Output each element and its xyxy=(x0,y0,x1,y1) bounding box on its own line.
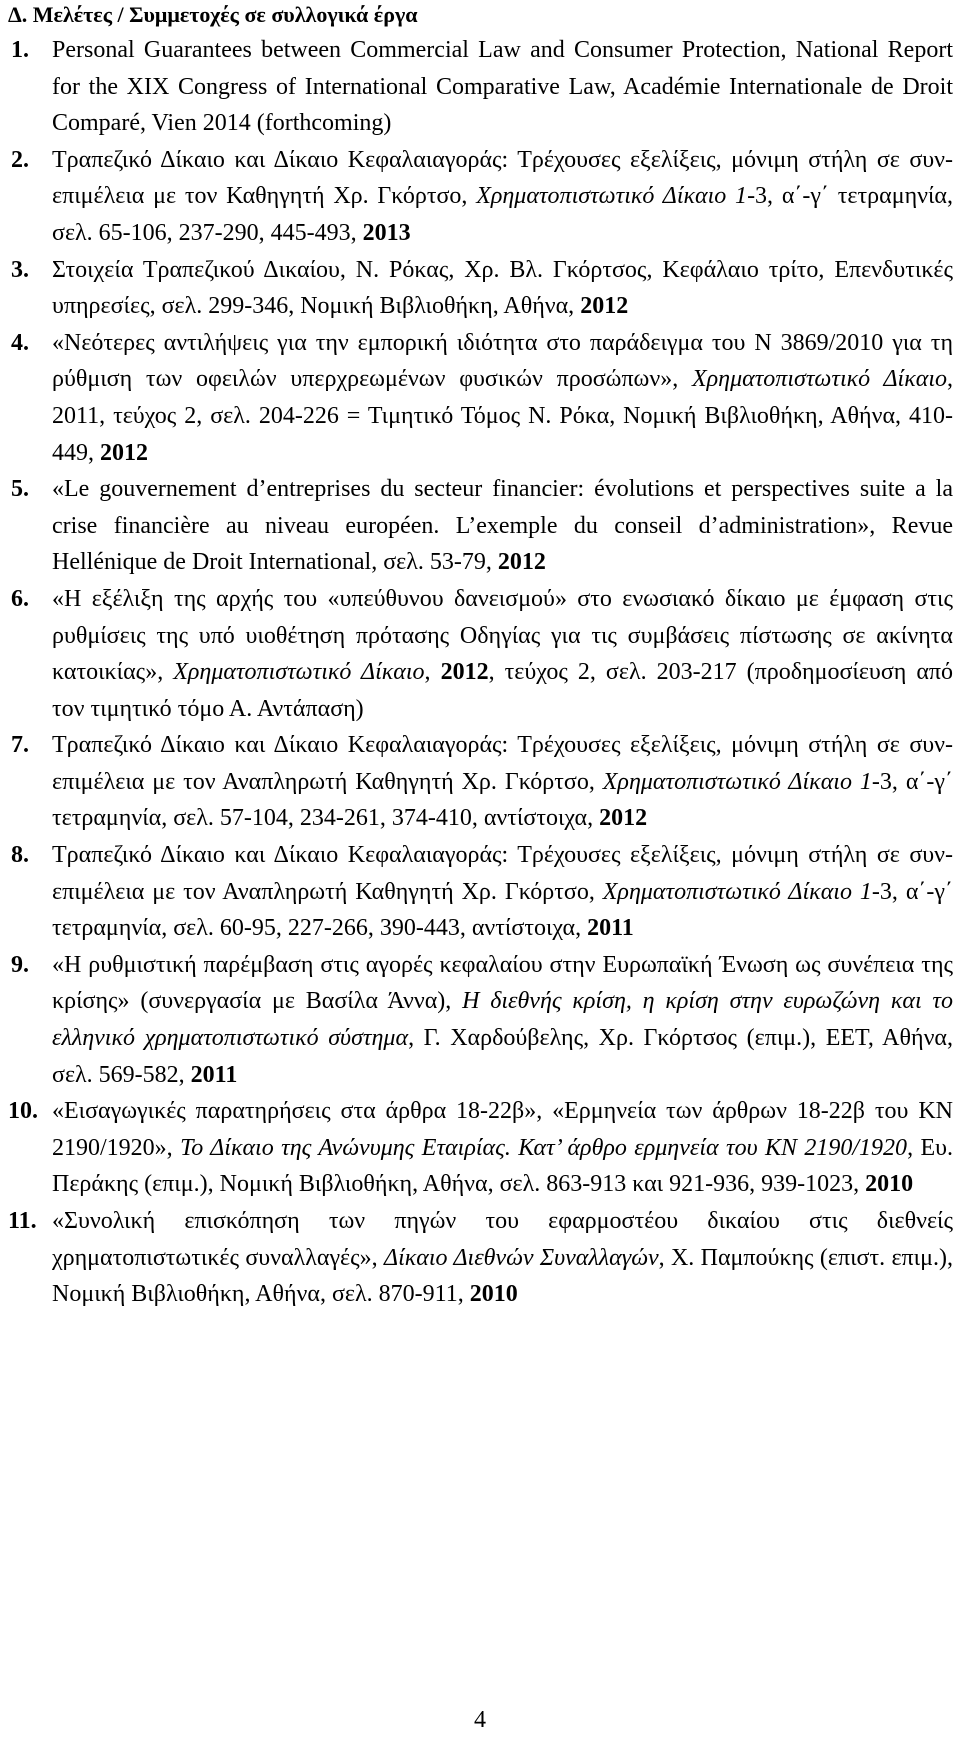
publication-item xyxy=(8,581,953,727)
citation-text: «Η εξέλιξη της αρχής του «υπεύθυνου δανεισμού» στο ενωσιακό δίκαιο με έμφαση στις ρυθμίσεις της υπό υιοθέτηση πρότασης Οδηγίας για τις συμβάσεις πίστωσης σε ακίνητα κατοικίας», xyxy=(52,585,953,686)
publication-item xyxy=(8,32,953,142)
citation-year: 2012 xyxy=(580,293,629,320)
item-citation xyxy=(52,37,953,136)
citation-title-italic: Η διεθνής κρίση, η κρίση στην ευρωζώνη και το ελληνικό χρηματοπιστωτικό σύστημα xyxy=(52,988,954,1052)
page-number: 4 xyxy=(474,1707,486,1733)
item-number: 2. xyxy=(11,146,29,173)
citation-title-italic: Χρηματοπιστωτικό Δίκαιο xyxy=(691,366,948,393)
citation-year: 2011 xyxy=(190,1061,238,1088)
citation-text: , Ευ. Περάκης (επιμ.), Νομική Βιβλιοθήκη, Αθήνα, σελ. 863-913 και 921-936, 939-1023, xyxy=(52,1134,953,1198)
item-number: 9. xyxy=(11,951,29,978)
citation-text: «Συνολική επισκόπηση των πηγών του εφαρμοστέου δικαίου στις διεθνείς χρηματοπιστωτικές συναλλαγές», xyxy=(52,1208,953,1271)
citation-year: 2012 xyxy=(100,439,148,466)
item-citation xyxy=(52,1098,953,1197)
item-citation xyxy=(52,952,953,1088)
citation-year: 2012 xyxy=(599,805,648,832)
citation-text: Τραπεζικό Δίκαιο και Δίκαιο Κεφαλαιαγοράς: Τρέχουσες εξελίξεις, μόνιμη στήλη σε συν-επιμέλεια με τον Καθηγητή Χρ. Γκόρτσο, xyxy=(52,146,953,210)
item-citation xyxy=(52,732,953,831)
item-number: 8. xyxy=(11,842,29,869)
publication-item xyxy=(8,1203,953,1313)
publication-list xyxy=(8,32,953,1313)
item-citation xyxy=(52,147,953,246)
item-citation xyxy=(52,476,953,575)
citation-title-italic: Χρηματοπιστωτικό Δίκαιο xyxy=(173,659,425,686)
citation-text: , 2011, τεύχος 2, σελ. 204-226 = Τιμητικό Τόμος Ν. Ρόκα, Νομική Βιβλιοθήκη, Αθήνα, 410-449, xyxy=(52,366,954,466)
citation-title-italic: Χρηματοπιστωτικό Δίκαιο 1 xyxy=(602,878,872,905)
citation-year: 2010 xyxy=(469,1281,518,1308)
citation-title-italic: Χρηματοπιστωτικό Δίκαιο 1 xyxy=(602,768,872,795)
item-citation xyxy=(52,842,953,941)
item-number: 10. xyxy=(8,1098,38,1125)
citation-text: Personal Guarantees between Commercial Law and Consumer Protection, National Report for the XIX Congress of International Comparative Law, Académie Internationale de Droit Comparé, Vien 2014 (forthcoming) xyxy=(52,37,953,137)
citation-text: «Νεότερες αντιλήψεις για την εμπορική ιδιότητα στο παράδειγμα του Ν 3869/2010 για τη ρύθμιση των οφειλών υπερχρεωμένων φυσικών προσώπων», xyxy=(52,329,953,393)
publication-item xyxy=(8,1093,953,1203)
item-number: 1. xyxy=(11,37,29,63)
publication-item xyxy=(8,252,953,325)
citation-text: , xyxy=(424,659,441,686)
publication-item xyxy=(8,142,953,252)
section-heading: Δ. Μελέτες / Συμμετοχές σε συλλογικά έργα xyxy=(8,2,418,27)
item-citation xyxy=(52,1208,953,1307)
item-number: 4. xyxy=(11,329,29,356)
item-number: 3. xyxy=(11,256,29,283)
citation-year: 2012 xyxy=(440,659,489,686)
item-citation xyxy=(52,257,953,320)
item-number: 11. xyxy=(8,1208,37,1234)
publication-item xyxy=(8,471,953,581)
citation-text: , τεύχος 2, σελ. 203-217 (προδημοσίευση από τον τιμητικό τόμο Α. Αντάπαση) xyxy=(52,659,954,722)
citation-year: 2010 xyxy=(865,1171,914,1198)
citation-text: , Γ. Χαρδούβελης, Χρ. Γκόρτσος (επιμ.), ΕΕΤ, Αθήνα, σελ. 569-582, xyxy=(52,1025,953,1088)
citation-year: 2011 xyxy=(587,915,634,942)
citation-text: -3, α΄-γ΄ τετραμηνία, σελ. 65-106, 237-290, 445-493, xyxy=(52,183,953,246)
publication-item xyxy=(8,727,953,837)
publication-item xyxy=(8,325,953,471)
citation-text: Στοιχεία Τραπεζικού Δικαίου, Ν. Ρόκας, Χρ. Βλ. Γκόρτσος, Κεφάλαιο τρίτο, Επενδυτικές υπηρεσίες, σελ. 299-346, Νομική Βιβλιοθήκη, Αθήνα, xyxy=(52,256,953,320)
citation-year: 2012 xyxy=(497,549,546,576)
item-citation xyxy=(52,586,953,722)
citation-year: 2013 xyxy=(362,219,411,246)
citation-title-italic: Χρηματοπιστωτικό Δίκαιο 1 xyxy=(476,183,748,210)
item-citation xyxy=(52,330,953,466)
item-number: 7. xyxy=(11,732,29,759)
citation-title-italic: Το Δίκαιο της Ανώνυμης Εταιρίας. Κατ’ άρθρο ερμηνεία του ΚΝ 2190/1920 xyxy=(180,1134,908,1161)
citation-text: , Χ. Παμπούκης (επιστ. επιμ.), Νομική Βιβλιοθήκη, Αθήνα, σελ. 870-911, xyxy=(52,1244,953,1308)
publication-item xyxy=(8,947,953,1093)
citation-text: «Le gouvernement d’entreprises du secteur financier: évolutions et perspectives suite a la crise financière au niveau européen. L’exemple du conseil d’administration», Revue Hellénique de Droit International, σελ. 53-79, xyxy=(52,476,953,576)
citation-text: -3, α΄-γ΄ τετραμηνία, σελ. 57-104, 234-261, 374-410, αντίστοιχα, xyxy=(52,768,953,832)
citation-text: Τραπεζικό Δίκαιο και Δίκαιο Κεφαλαιαγοράς: Τρέχουσες εξελίξεις, μόνιμη στήλη σε συν-επιμέλεια με τον Αναπληρωτή Καθηγητή Χρ. Γκόρτσο, xyxy=(52,732,953,795)
citation-text: «Εισαγωγικές παρατηρήσεις στα άρθρα 18-22β», «Ερμηνεία των άρθρων 18-22β του ΚΝ 2190/1920», xyxy=(52,1098,953,1161)
citation-text: -3, α΄-γ΄ τετραμηνία, σελ. 60-95, 227-266, 390-443, αντίστοιχα, xyxy=(52,878,953,942)
citation-text: «Η ρυθμιστική παρέμβαση στις αγορές κεφαλαίου στην Ευρωπαϊκή Ένωση ως συνέπεια της κρίσης» (συνεργασία με Βασίλα Άννα), xyxy=(52,951,953,1015)
citation-text: Τραπεζικό Δίκαιο και Δίκαιο Κεφαλαιαγοράς: Τρέχουσες εξελίξεις, μόνιμη στήλη σε συν-επιμέλεια με τον Αναπληρωτή Καθηγητή Χρ. Γκόρτσο, xyxy=(52,842,953,905)
item-number: 5. xyxy=(11,476,29,503)
item-number: 6. xyxy=(11,585,29,612)
publication-item xyxy=(8,837,953,947)
citation-title-italic: Δίκαιο Διεθνών Συναλλαγών xyxy=(383,1244,659,1271)
